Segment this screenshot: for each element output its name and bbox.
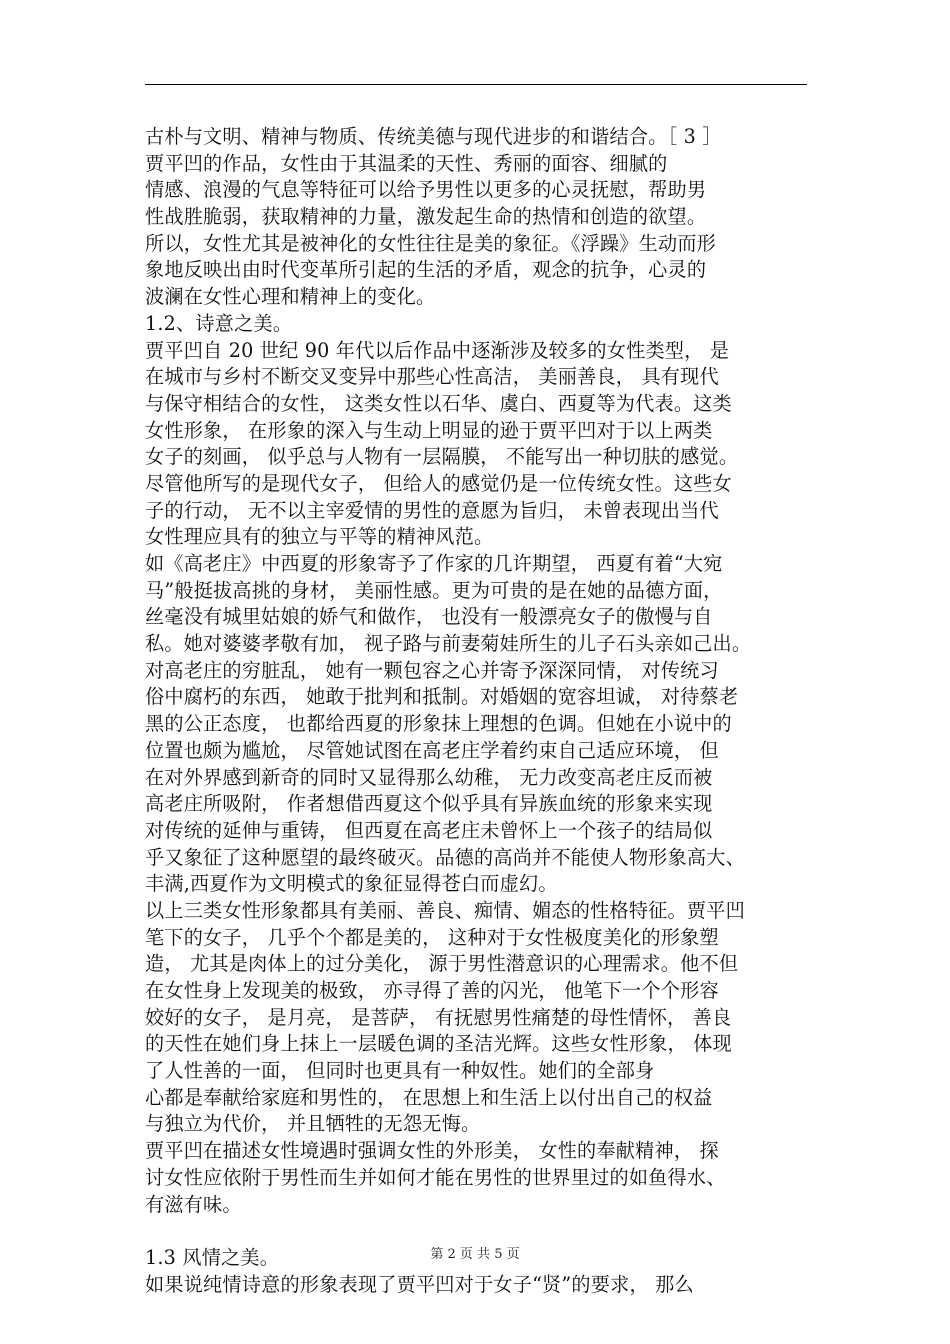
text-line: 贾平凹的作品，女性由于其温柔的天性、秀丽的面容、细腻的	[145, 151, 668, 175]
text-line: 私。她对婆婆孝敬有加， 视子路与前妻菊娃所生的儿子石头亲如己出。	[145, 632, 752, 656]
text-line: 女子的刻画， 似乎总与人物有一层隔膜， 不能写出一种切肤的感觉。	[145, 445, 739, 469]
text-line: 象地反映出由时代变革所引起的生活的矛盾，观念的抗争，心灵的	[145, 258, 707, 282]
text-line: 丝毫没有城里姑娘的娇气和做作， 也没有一般漂亮女子的傲慢与自	[145, 605, 713, 629]
text-line: 1.2、诗意之美。	[145, 311, 293, 335]
text-line: 古朴与文明、精神与物质、传统美德与现代进步的和谐结合。［ 3 ］	[145, 125, 722, 148]
text-line: 丰满,西夏作为文明模式的象征显得苍白而虚幻。	[145, 872, 558, 896]
text-line: 姣好的女子， 是月亮， 是菩萨， 有抚慰男性痛楚的母性情怀， 善良	[145, 1005, 732, 1029]
text-line: 贾平凹在描述女性境遇时强调女性的外形美， 女性的奉献精神， 探	[145, 1139, 719, 1163]
text-line: 尽管他所写的是现代女子， 但给人的感觉仍是一位传统女性。这些女	[145, 471, 732, 495]
header-divider	[145, 84, 807, 85]
text-line: 心都是奉献给家庭和男性的， 在思想上和生活上以付出自己的权益	[145, 1085, 713, 1109]
text-line: 以上三类女性形象都具有美丽、善良、痴情、媚态的性格特征。贾平凹	[145, 898, 745, 922]
text-line: 俗中腐朽的东西， 她敢于批判和抵制。对婚姻的宽容坦诚， 对待蔡老	[145, 685, 739, 709]
page-footer: 第 2 页 共 5 页	[430, 1247, 520, 1262]
text-line: 所以，女性尤其是被神化的女性往往是美的象征。《浮躁》生动而形	[145, 231, 717, 255]
text-line: 乎又象征了这种愿望的最终破灭。品德的高尚并不能使人物形象高大、	[145, 845, 745, 869]
text-line: 高老庄所吸附， 作者想借西夏这个似乎具有异族血统的形象来实现	[145, 792, 713, 816]
text-line: 女性理应具有的独立与平等的精神风范。	[145, 525, 494, 549]
text-line: 子的行动， 无不以主宰爱情的男性的意愿为旨归， 未曾表现出当代	[145, 498, 719, 522]
text-line: 与独立为代价， 并且牺牲的无怨无悔。	[145, 1112, 481, 1136]
text-line: 对传统的延伸与重铸， 但西夏在高老庄未曾怀上一个孩子的结局似	[145, 818, 713, 842]
text-line: 如果说纯情诗意的形象表现了贾平凹对于女子“贤”的要求， 那么	[145, 1272, 694, 1296]
text-line: 如《高老庄》中西夏的形象寄予了作家的几许期望， 西夏有着“大宛	[145, 552, 723, 575]
text-line: 笔下的女子， 几乎个个都是美的， 这种对于女性极度美化的形象塑	[145, 925, 719, 949]
text-line: 波澜在女性心理和精神上的变化。	[145, 285, 436, 309]
text-line: 在女性身上发现美的极致， 亦寻得了善的闪光， 他笔下一个个形容	[145, 979, 719, 1002]
text-line: 位置也颇为尴尬， 尽管她试图在高老庄学着约束自己适应环境， 但	[145, 738, 719, 762]
blank-line	[145, 1218, 825, 1245]
text-line: 讨女性应依附于男性而生并如何才能在男性的世界里过的如鱼得水、	[145, 1165, 726, 1189]
text-line: 有滋有味。	[145, 1192, 242, 1216]
text-line: 情感、浪漫的气息等特征可以给予男性以更多的心灵抚慰，帮助男	[145, 178, 707, 202]
text-line: 女性形象， 在形象的深入与生动上明显的逊于贾平凹对于以上两类	[145, 418, 713, 442]
document-body	[145, 124, 825, 1298]
text-line: 的天性在她们身上抹上一层暖色调的圣洁光辉。这些女性形象， 体现	[145, 1032, 732, 1056]
text-line: 对高老庄的穷脏乱， 她有一颗包容之心并寄予深深同情， 对传统习	[145, 658, 719, 682]
text-line: 马”般挺拔高挑的身材， 美丽性感。更为可贵的是在她的品德方面，	[145, 578, 723, 602]
text-line: 在对外界感到新奇的同时又显得那么幼稚， 无力改变高老庄反而被	[145, 765, 713, 789]
text-line: 造， 尤其是肉体上的过分美化， 源于男性潜意识的心理需求。他不但	[145, 952, 739, 976]
text-line: 性战胜脆弱，获取精神的力量，激发起生命的热情和创造的欲望。	[145, 205, 707, 229]
text-line: 1.3 风情之美。	[145, 1245, 280, 1269]
text-line: 了人性善的一面， 但同时也更具有一种奴性。她们的全部身	[145, 1059, 655, 1083]
text-line: 在城市与乡村不断交叉变异中那些心性高洁， 美丽善良， 具有现代	[145, 365, 719, 389]
text-line: 与保守相结合的女性， 这类女性以石华、虞白、西夏等为代表。这类	[145, 391, 732, 415]
text-line: 黑的公正态度， 也都给西夏的形象抹上理想的色调。但她在小说中的	[145, 712, 732, 736]
text-line: 贾平凹自 20 世纪 90 年代以后作品中逐渐涉及较多的女性类型， 是	[145, 338, 730, 362]
